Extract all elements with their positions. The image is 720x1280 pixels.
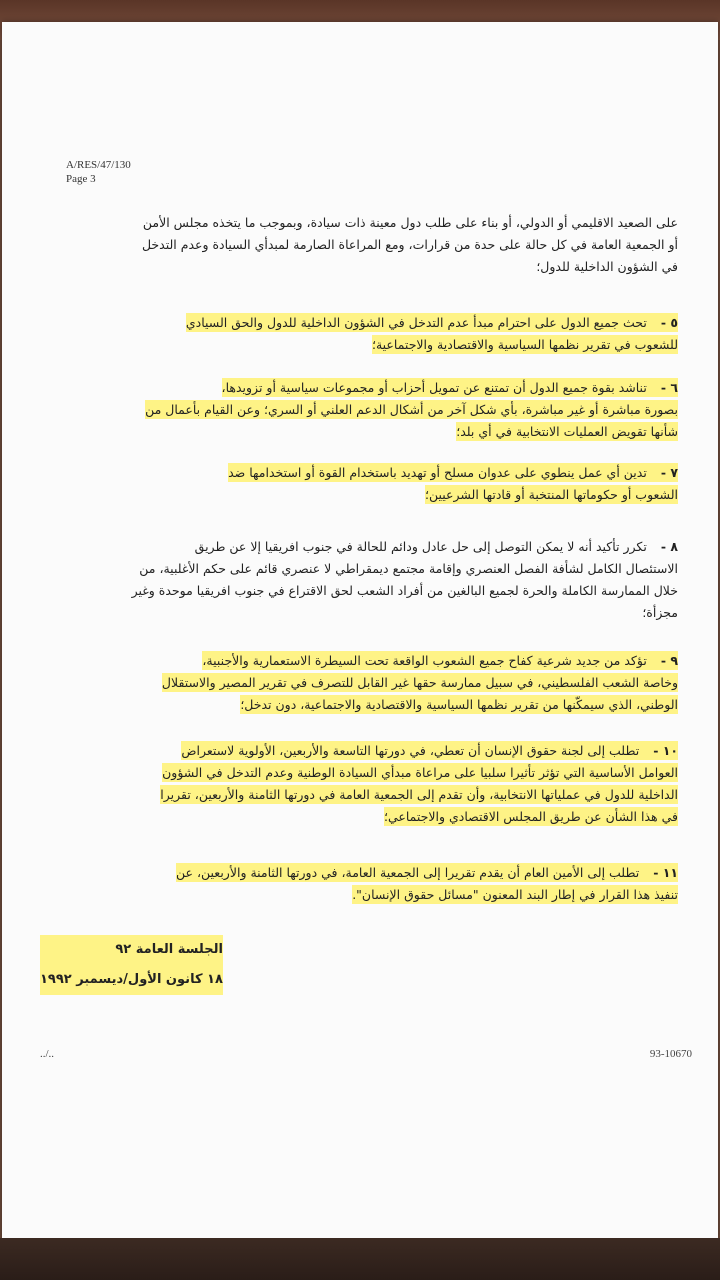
paragraph-line: الداخلية للدول في عملياتها الانتخابية، وأن تقدم إلى الجمعية العامة في دورتها الثامنة والأربعين، تقريرا bbox=[160, 787, 678, 802]
paragraph-line: بصورة مباشرة أو غير مباشرة، بأي شكل آخر من أشكال الدعم العلني أو السري؛ وعن القيام بأعمال من bbox=[145, 402, 678, 417]
paragraph-line: تطلب إلى الأمين العام أن يقدم تقريرا إلى الجمعية العامة، في دورتها الثامنة والأربعين، عن bbox=[176, 865, 640, 880]
paragraph-line: تنفيذ هذا القرار في إطار البند المعنون "مسائل حقوق الإنسان". bbox=[352, 887, 678, 902]
paragraph-line: العوامل الأساسية التي تؤثر تأثيرا سلبيا على مراعاة مبدأي السيادة الوطنية وعدم التدخل في الشؤون bbox=[162, 765, 678, 780]
paragraph-line: وخاصة الشعب الفلسطيني، في سبيل ممارسة حقها غير القابل للتصرف في تقرير المصير والاستقلال bbox=[161, 675, 678, 690]
paragraph-line: في هذا الشأن عن طريق المجلس الاقتصادي والاجتماعي؛ bbox=[383, 809, 678, 824]
paragraph-number: ٧ - bbox=[660, 465, 678, 480]
continuation-mark: ../.. bbox=[40, 1048, 55, 1060]
document-page bbox=[2, 22, 718, 1240]
paragraph-line: للشعوب في تقرير نظمها السياسية والاقتصادية والاجتماعية؛ bbox=[371, 337, 678, 352]
paragraph-line: تناشد بقوة جميع الدول أن تمتنع عن تمويل أحزاب أو مجموعات سياسية أو تزويدها، bbox=[221, 380, 647, 395]
paragraph-line: شأنها تقويض العمليات الانتخابية في أي بلد؛ bbox=[456, 424, 678, 439]
paragraph-line: الشعوب أو حكوماتها المنتخبة أو قادتها الشرعيين؛ bbox=[424, 487, 678, 502]
paragraph-line: تدين أي عمل ينطوي على عدوان مسلح أو تهديد باستخدام القوة أو استخدامها ضد bbox=[228, 465, 647, 480]
paragraph-5 bbox=[48, 312, 678, 356]
paragraph-line: الوطني، الذي سيمكّنها من تقرير نظمها السياسية والاقتصادية والاجتماعية، دون تدخل؛ bbox=[240, 697, 678, 712]
paragraph-10 bbox=[48, 740, 678, 828]
paragraph-line: تطلب إلى لجنة حقوق الإنسان أن تعطي، في دورتها التاسعة والأربعين، الأولوية لاستعراض bbox=[181, 743, 640, 758]
session-date: ١٨ كانون الأول/ديسمبر ١٩٩٢ bbox=[40, 965, 223, 995]
paragraph-8 bbox=[48, 536, 678, 624]
plenary-meeting: الجلسة العامة ٩٢ bbox=[40, 935, 223, 965]
paragraph-line: تؤكد من جديد شرعية كفاح جميع الشعوب الواقعة تحت السيطرة الاستعمارية والأجنبية، bbox=[202, 653, 647, 668]
paragraph-9 bbox=[48, 650, 678, 716]
session-info bbox=[40, 935, 223, 995]
document-number: 93-10670 bbox=[649, 1048, 692, 1060]
document-header bbox=[66, 158, 131, 186]
background-bottom bbox=[0, 1238, 720, 1280]
paragraph-line: مجزأة؛ bbox=[642, 605, 678, 620]
paragraph-line: تحث جميع الدول على احترام مبدأ عدم التدخل في الشؤون الداخلية للدول والحق السيادي bbox=[185, 315, 647, 330]
paragraph-number: ٨ - bbox=[660, 539, 678, 554]
intro-line: أو الجمعية العامة في كل حالة على حدة من قرارات، ومع المراعاة الصارمة لمبدأي السيادة وعدم التدخل bbox=[141, 237, 678, 252]
paragraph-number: ١٠ - bbox=[653, 743, 678, 758]
page-number: Page 3 bbox=[66, 173, 96, 185]
intro-line: على الصعيد الاقليمي أو الدولي، أو بناء على طلب دول معينة ذات سيادة، وبموجب ما يتخذه مجلس الأمن bbox=[142, 215, 678, 230]
paragraph-number: ٥ - bbox=[660, 315, 678, 330]
paragraph-line: تكرر تأكيد أنه لا يمكن التوصل إلى حل عادل ودائم للحالة في جنوب افريقيا إلا عن طريق bbox=[194, 539, 647, 554]
paragraph-number: ٦ - bbox=[660, 380, 678, 395]
paragraph-line: الاستئصال الكامل لشأفة الفصل العنصري وإقامة مجتمع ديمقراطي لا عنصري قائم على حكم الأغلبية، من bbox=[139, 561, 678, 576]
intro-line: في الشؤون الداخلية للدول؛ bbox=[536, 259, 678, 274]
paragraph-6 bbox=[48, 377, 678, 443]
paragraph-7 bbox=[48, 462, 678, 506]
paragraph-11 bbox=[48, 862, 678, 906]
intro-paragraph bbox=[48, 212, 678, 278]
document-symbol: A/RES/47/130 bbox=[66, 159, 131, 171]
paragraph-number: ٩ - bbox=[660, 653, 678, 668]
paragraph-number: ١١ - bbox=[653, 865, 678, 880]
paragraph-line: خلال الممارسة الكاملة والحرة لجميع البالغين من أفراد الشعب لحق الاقتراع في جنوب افريقيا موحدة وغير bbox=[131, 583, 678, 598]
